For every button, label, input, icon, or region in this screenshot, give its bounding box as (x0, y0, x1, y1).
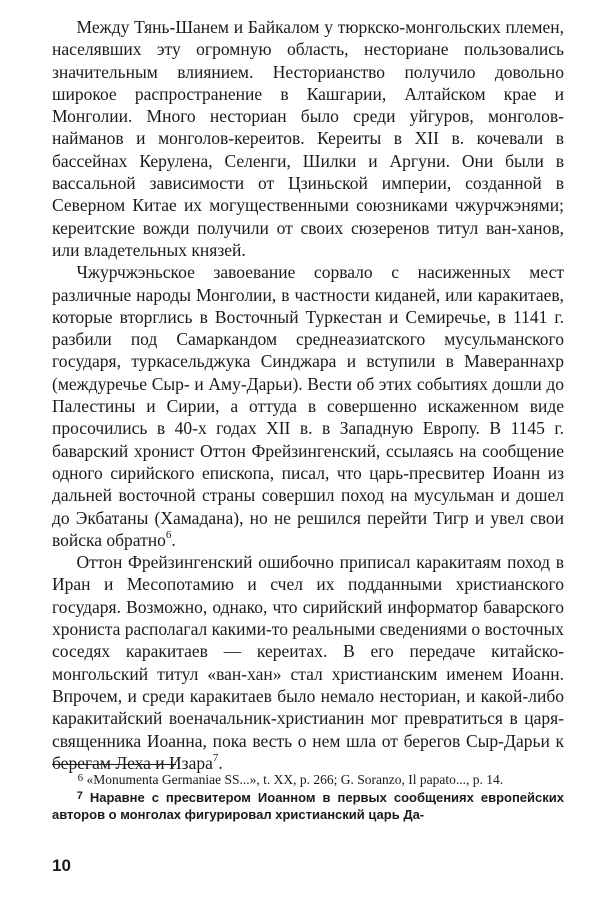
footnote-ref-6: 6 (165, 529, 172, 541)
paragraph-3-text: Оттон Фрейзингенский ошибочно приписал каракитаям поход в Иран и Месопотамию и счел их подданными христианского государя. Возможно, однако, что сирийский информатор баварского хрониста располагал какими-то реальными сведениями о восточных соседях каракитаев — кереитах. В его передаче китайско-монгольский титул «ван-хан» стал христианским именем Иоанн. Впрочем, и среди каракитаев было немало несториан, и какой-либо каракитайский военачальник-христианин мог превратиться в царя-священника Иоанна, пока весть о нем шла от берегов Сыр-Дарьи к берегам Леха и Изара (52, 552, 564, 773)
paragraph-1-text: Между Тянь-Шанем и Байкалом у тюркско-монгольских племен, населявших эту огромную область, несториане пользовались значительным влиянием. Несторианство получило довольно широкое распространение в Кашгарии, Алтайском крае и Монголии. Много несториан было среди уйгуров, монголов-найманов и монголов-кереитов. Кереиты в XII в. кочевали в бассейнах Керулена, Селенги, Шилки и Аргуни. Они были в вассальной зависимости от Цзиньской империи, созданной в Северном Китае их могущественными союзниками чжурчжэнями; кереитские вожди получили от своих сюзеренов титул ван-ханов, или владетельных князей. (52, 17, 564, 260)
paragraph-3 (52, 551, 564, 774)
footnote-7 (52, 788, 564, 823)
footnote-ref-7: 7 (212, 751, 219, 764)
footnote-7-text: Наравне с пресвитером Иоанном в первых сообщениях европейских авторов о монголах фигурировал христианский царь Да- (52, 790, 564, 822)
footnote-7-number: 7 (76, 790, 83, 802)
footnote-divider (52, 764, 176, 765)
footnote-6 (52, 770, 564, 788)
footnote-6-text: «Monumenta Germaniae SS...», t. XX, p. 266; G. Soranzo, Il papato..., p. 14. (86, 772, 504, 787)
paragraph-3-end: . (218, 752, 223, 773)
paragraph-1 (52, 16, 564, 261)
main-text (52, 16, 564, 774)
paragraph-2-text: Чжурчжэньское завоевание сорвало с насиженных мест различные народы Монголии, в частности киданей, или каракитаев, которые вторглись в Восточный Туркестан и Семиречье, в 1141 г. разбили под Самаркандом среднеазиатского мусульманского государя, туркасельджука Синджара и вступили в Мавераннахр (междуречье Сыр- и Аму-Дарьи). Вести об этих событиях дошли до Палестины и Сирии, а оттуда в совершенно искаженном виде просочились в 40-х годах XII в. в Западную Европу. В 1145 г. баварский хронист Оттон Фрейзингенский, ссылаясь на сообщение одного сирийского епископа, писал, что царь-пресвитер Иоанн из дальней восточной страны совершил поход на мусульман и дошел до Экбатаны (Хамадана), но не решился перейти Тигр и увел свои войска обратно (52, 262, 564, 550)
paragraph-2-end: . (171, 529, 176, 550)
page-number: 10 (52, 856, 71, 875)
footnotes (52, 770, 564, 823)
footnote-6-number: 6 (77, 772, 84, 784)
paragraph-2 (52, 261, 564, 551)
